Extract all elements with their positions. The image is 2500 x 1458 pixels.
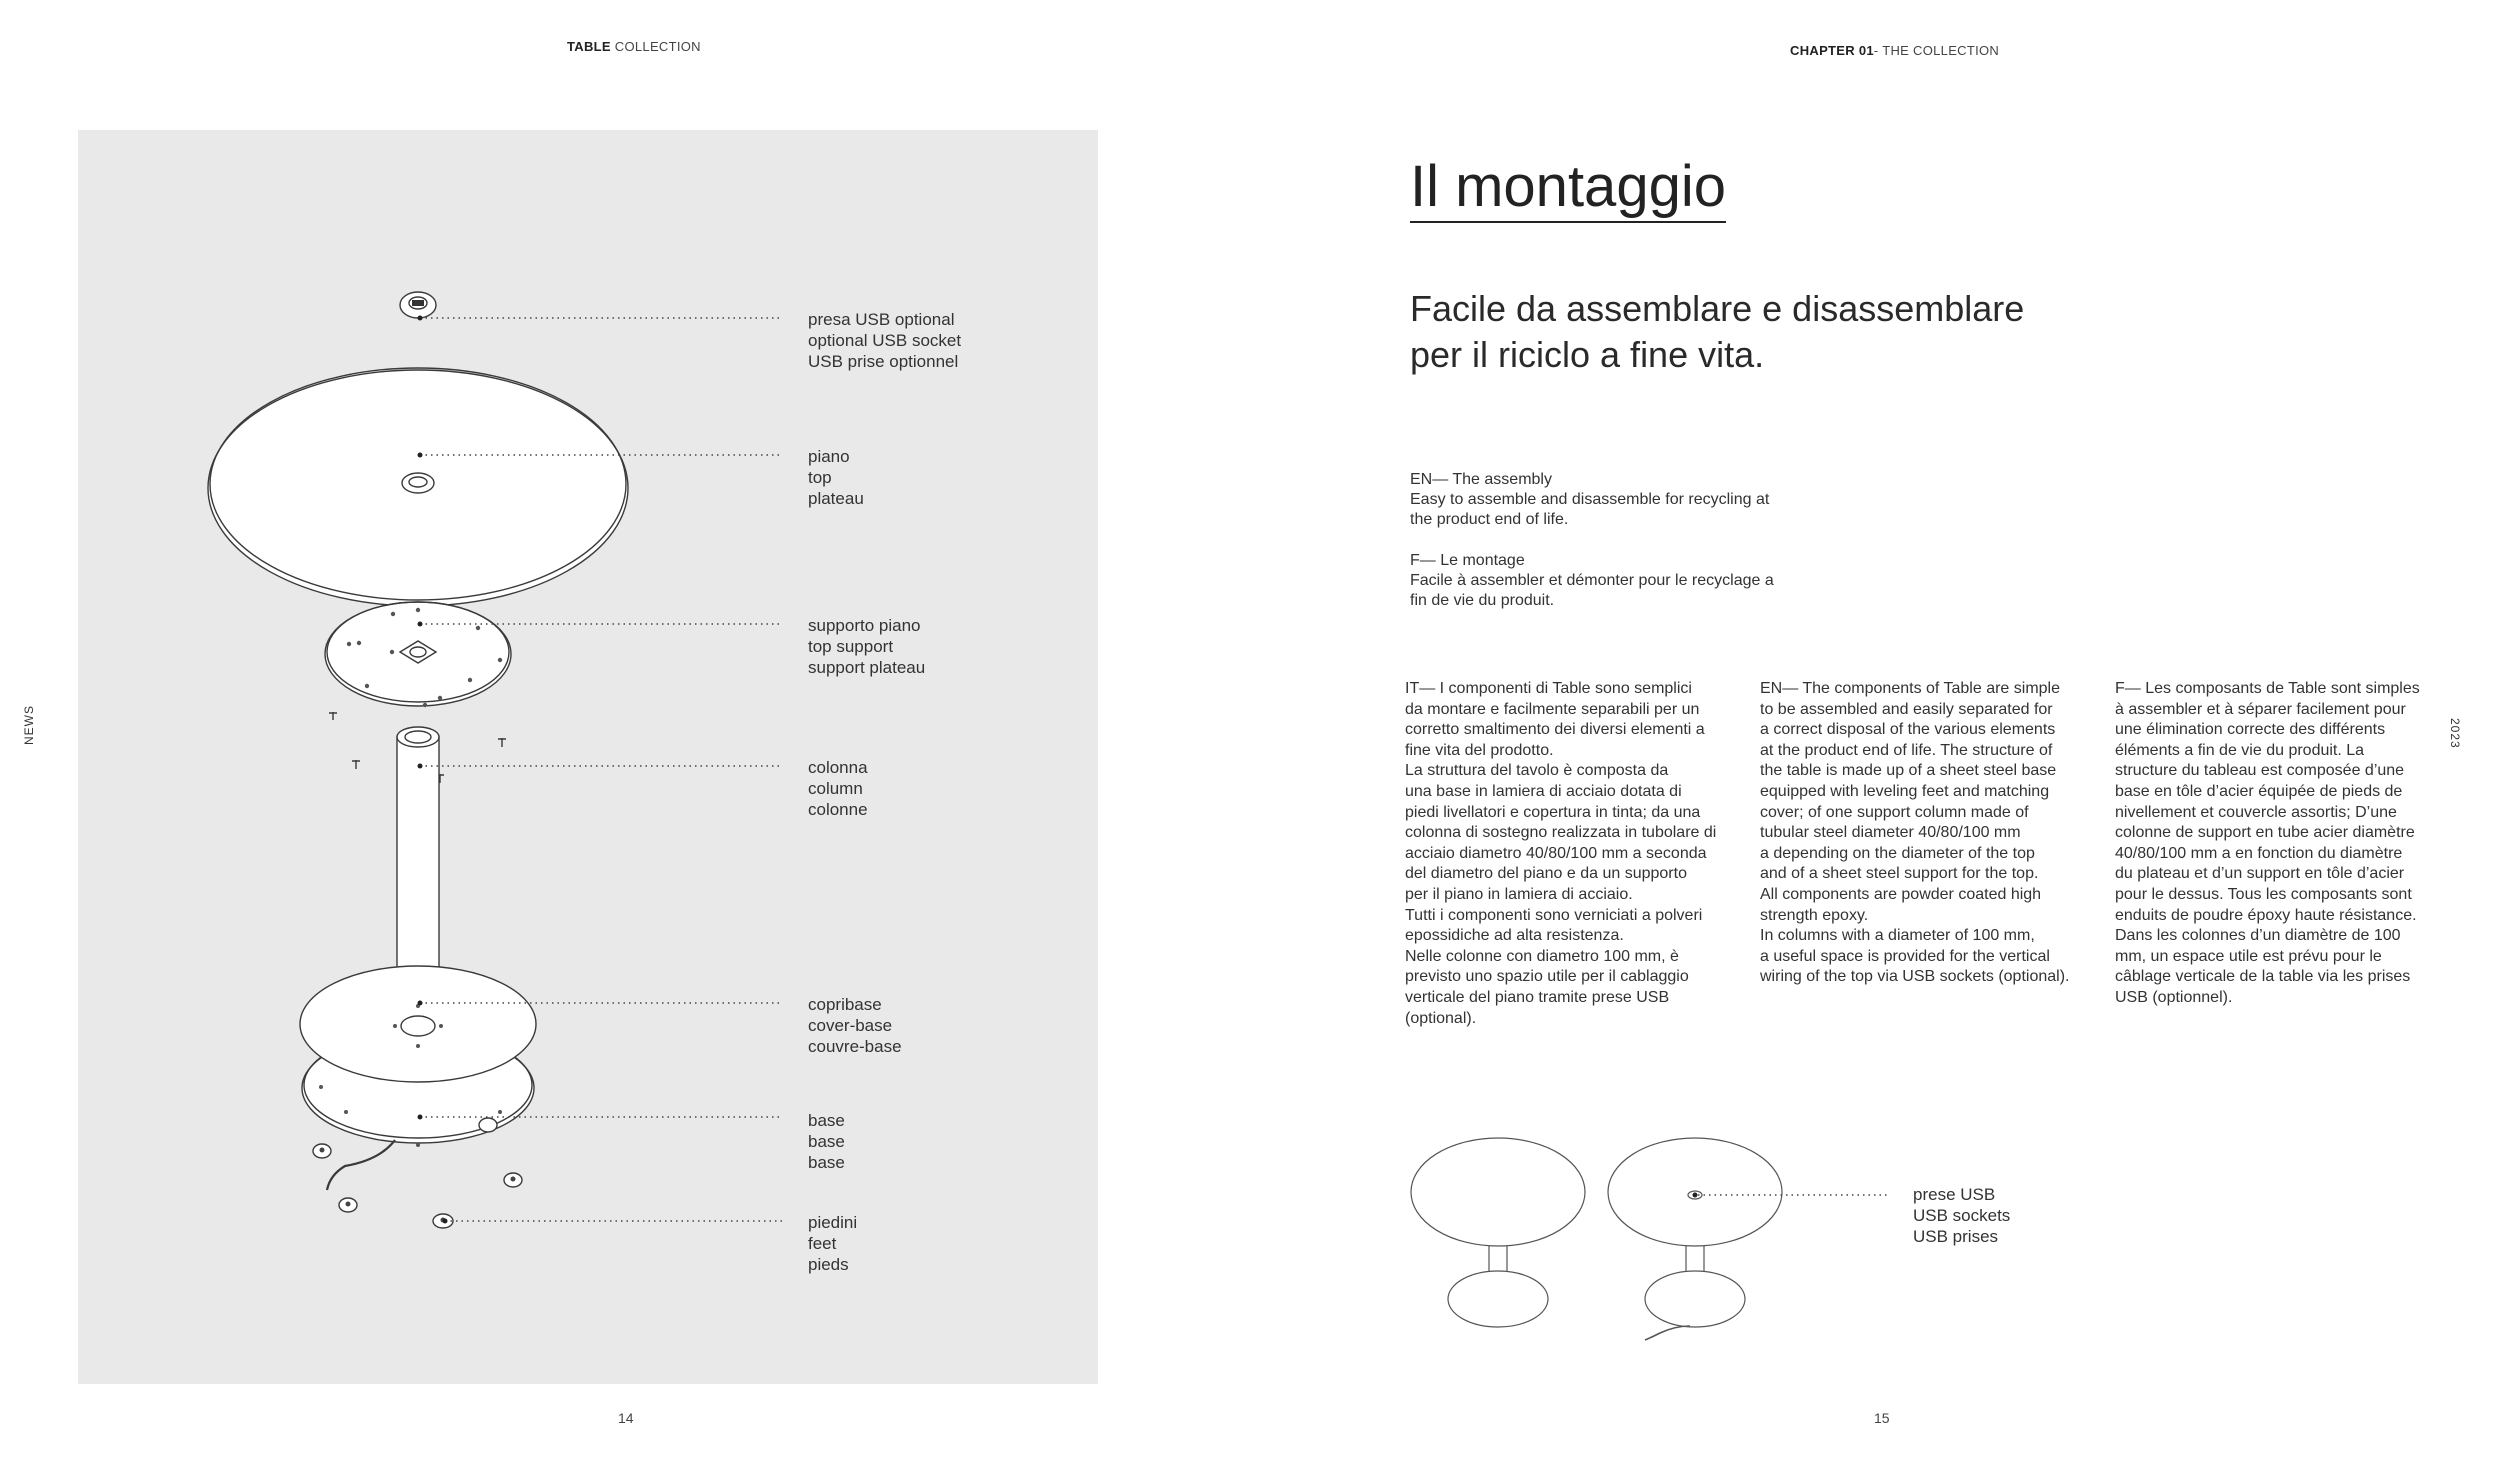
text-line: a depending on the diameter of the top [1760, 844, 2035, 862]
label-usb-socket: presa USB optional optional USB socket USB prise optionnel [808, 310, 962, 371]
text-line: base en tôle d’acier équipée de pieds de [2115, 782, 2403, 800]
text-line: colonne de support en tube acier diamètre [2115, 824, 2415, 842]
text-line: da montare e facilmente separabili per un [1405, 700, 1700, 718]
fr-summary: F— Le montage Facile à assembler et démonter pour le recyclage a fin de vie du produit. [1410, 552, 1774, 609]
text-line: tubular steel diameter 40/80/100 mm [1760, 824, 2021, 842]
text-line: colonna di sostegno realizzata in tubolare di [1405, 824, 1717, 842]
en-summary: EN— The assembly Easy to assemble and disassemble for recycling at the product end of life. [1410, 471, 1770, 528]
text-line: Tutti i componenti sono verniciati a polveri [1405, 906, 1703, 924]
page-number-right: 15 [1874, 1410, 1890, 1426]
text-line: structure du tableau est composée d’une [2115, 762, 2405, 780]
text-line: In columns with a diameter of 100 mm, [1760, 927, 2035, 945]
text-line: All components are powder coated high [1760, 885, 2042, 903]
text-line: éléments a fin de vie du produit. La [2115, 741, 2365, 759]
label-column: colonna column colonne [808, 758, 868, 819]
text-line: strength epoxy. [1760, 906, 1869, 924]
text-line: previsto uno spazio utile per il cablaggio [1405, 968, 1689, 986]
text-line: 40/80/100 mm a en fonction du diamètre [2115, 844, 2403, 862]
text-line: USB (optionnel). [2115, 988, 2233, 1006]
text-line: per il piano in lamiera di acciaio. [1405, 885, 1633, 903]
text-line: cover; of one support column made of [1760, 803, 2029, 821]
label-base: base base base [808, 1111, 845, 1172]
text-line: a useful space is provided for the vertical [1760, 947, 2050, 965]
text-line: enduits de poudre époxy haute résistance. [2115, 906, 2417, 924]
text-line: epossidiche ad alta resistenza. [1405, 927, 1624, 945]
text-line: the table is made up of a sheet steel base [1760, 762, 2057, 780]
text-line: Dans les colonnes d’un diamètre de 100 [2115, 927, 2401, 945]
label-usb-sockets: prese USB USB sockets USB prises [1913, 1185, 2011, 1246]
text-line: EN— The components of Table are simple [1760, 680, 2061, 697]
label-top: piano top plateau [808, 447, 864, 508]
text-line: mm, un espace utile est prévu pour le [2115, 947, 2382, 965]
page-title: Il montaggio [1410, 155, 1726, 223]
side-tab-news: NEWS [22, 705, 36, 745]
text-line: a correct disposal of the various elements [1760, 721, 2056, 739]
text-line: F— Les composants de Table sont simples [2115, 680, 2420, 697]
running-head-left: TABLE COLLECTION [567, 39, 701, 54]
text-line: verticale del piano tramite prese USB [1405, 988, 1670, 1006]
text-line: Nelle colonne con diametro 100 mm, è [1405, 947, 1679, 965]
text-line: nivellement et couvercle assortis; D’une [2115, 803, 2397, 821]
label-top-support: supporto piano top support support plateau [808, 616, 926, 677]
page-number-left: 14 [618, 1410, 634, 1426]
subtitle: Facile da assemblare e disassemblare per il riciclo a fine vita. [1410, 288, 2025, 375]
text-line: corretto smaltimento dei diversi elementi a [1405, 721, 1705, 739]
text-line: piedi livellatori e copertura in tinta; da una [1405, 803, 1701, 821]
text-line: and of a sheet steel support for the top. [1760, 865, 2039, 883]
text-line: une élimination correcte des différents [2115, 721, 2386, 739]
text-line: La struttura del tavolo è composta da [1405, 762, 1669, 780]
text-line: à assembler et à séparer facilement pour [2115, 700, 2406, 718]
text-line: equipped with leveling feet and matching [1760, 782, 2050, 800]
text-line: wiring of the top via USB sockets (optional). [1760, 968, 2070, 986]
label-cover-base: copribase cover-base couvre-base [808, 995, 902, 1056]
text-line: acciaio diametro 40/80/100 mm a seconda [1405, 844, 1707, 862]
text-line: IT— I componenti di Table sono semplici [1405, 680, 1692, 697]
text-line: pour le dessus. Tous les composants sont [2115, 885, 2412, 903]
text-line: to be assembled and easily separated for [1760, 700, 2053, 718]
text-line: del diametro del piano e da un supporto [1405, 865, 1687, 883]
running-head-right: CHAPTER 01- THE COLLECTION [1790, 43, 2000, 58]
label-feet: piedini feet pieds [808, 1213, 858, 1274]
text-line: câblage verticale de la table via les prises [2115, 968, 2411, 986]
side-tab-year: 2023 [2448, 718, 2462, 749]
text-line: fine vita del prodotto. [1405, 741, 1554, 759]
text-line: at the product end of life. The structure of [1760, 741, 2053, 759]
text-line: (optional). [1405, 1009, 1477, 1027]
text-line: du plateau et d’un support en tôle d’acier [2115, 865, 2405, 883]
text-line: una base in lamiera di acciaio dotata di [1405, 782, 1682, 800]
